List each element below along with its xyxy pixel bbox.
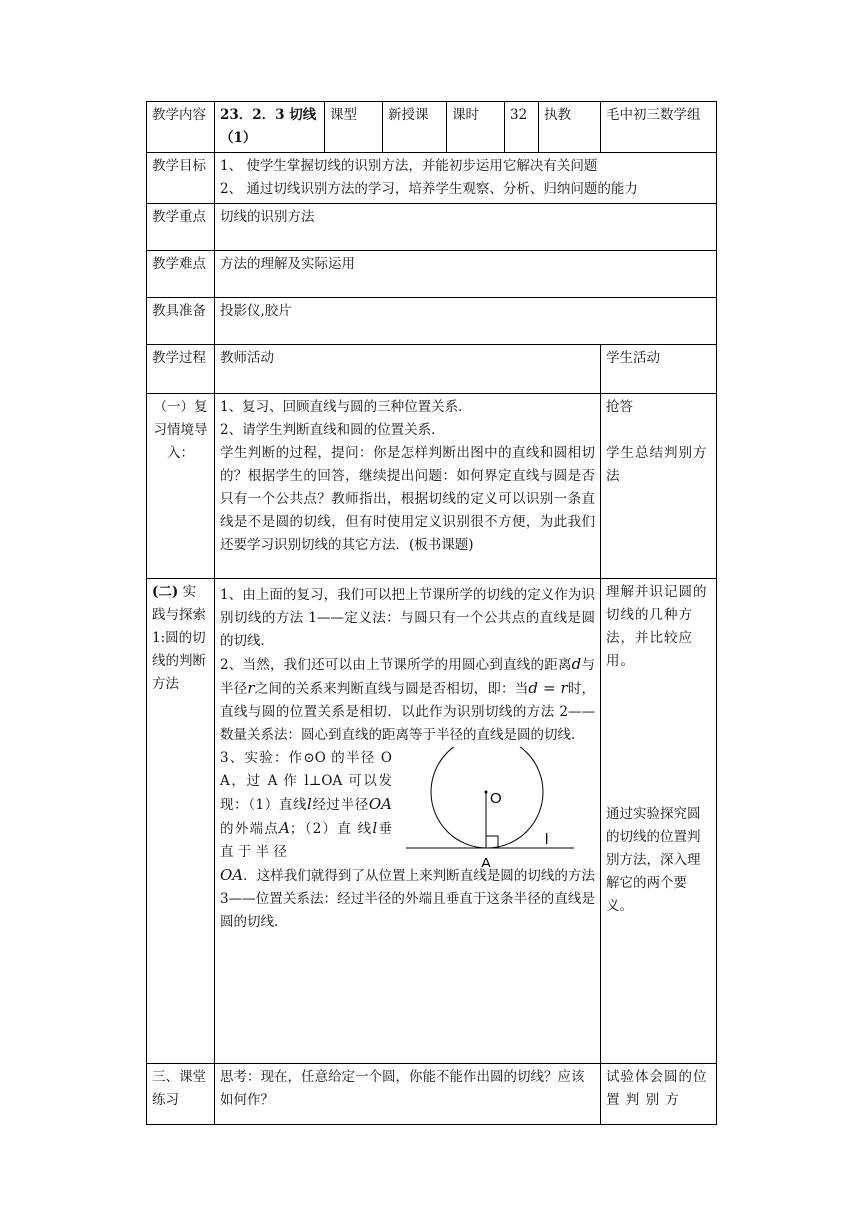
experiment-text — [220, 747, 392, 864]
hours-label: 课时 — [447, 102, 505, 153]
para3-text: 3、实验：作⊙O 的半径 OA，过 A 作 l⊥OA 可以发现：（1）直线 — [220, 750, 392, 813]
section2-label — [147, 579, 215, 1064]
topic-line1: 23．2．3 切线 — [220, 107, 317, 123]
goals-row — [147, 153, 717, 204]
section1-student-2: 学生总结判别方法 — [606, 445, 708, 484]
goals-cell — [215, 153, 717, 204]
var-l: l — [372, 819, 378, 837]
teacher-label: 执教 — [539, 102, 601, 153]
lesson-plan-table — [146, 101, 717, 1125]
section2-para2 — [220, 653, 595, 747]
tools-value: 投影仪,胶片 — [215, 298, 717, 345]
section2-student — [601, 579, 717, 1064]
para2-text: 之间的关系来判断直线与圆是否相切，即：当 — [254, 681, 529, 697]
process-row — [147, 345, 717, 394]
para3-text: 经过半径 — [311, 797, 369, 813]
hours-value: 32 — [505, 102, 539, 153]
section3-content: 思考：现在，任意给定一个圆，你能不能作出圆的切线？应该如何作？ — [215, 1064, 601, 1125]
tools-label: 教具准备 — [147, 298, 215, 345]
var-d: d — [571, 655, 582, 673]
section2-row — [147, 579, 717, 1064]
goal-item: 1、 使学生掌握切线的识别方法，并能初步运用它解决有关问题 — [220, 158, 598, 174]
section1-student — [601, 394, 717, 579]
tools-row — [147, 298, 717, 345]
center-point — [485, 791, 488, 794]
para2-text: 与半径 — [220, 657, 595, 697]
focus-row — [147, 204, 717, 251]
goals-label: 教学目标 — [147, 153, 215, 204]
focus-label: 教学重点 — [147, 204, 215, 251]
section1-line: 2、请学生判断直线和圆的位置关系． — [220, 422, 445, 438]
section3-row — [147, 1064, 717, 1125]
process-label: 教学过程 — [147, 345, 215, 394]
section2-label-bold: (二) — [152, 584, 179, 600]
section2-para3-end — [220, 864, 595, 934]
var-oa: OA — [220, 866, 244, 884]
section1-line: 1、复习、回顾直线与圆的三种位置关系． — [220, 399, 472, 415]
section1-label: （一）复习情境导入： — [147, 394, 215, 579]
section3-label: 三、课堂练习 — [147, 1064, 215, 1125]
para3-text: 的外端点 — [220, 821, 280, 837]
label-a: A — [481, 855, 492, 867]
var-a: A — [279, 819, 290, 837]
topic-cell — [215, 102, 325, 153]
experiment-block — [220, 747, 595, 867]
section2-student-2: 通过实验探究圆的切线的位置判别方法，深入理解它的两个要义。 — [606, 806, 701, 914]
difficulty-value: 方法的理解及实际运用 — [215, 251, 717, 298]
section2-student-1: 理解并识记圆的切线的几种方法，并比较应用。 — [606, 584, 708, 669]
type-label: 课型 — [325, 102, 383, 153]
right-angle-mark — [486, 836, 498, 848]
section1-paragraph: 学生判断的过程，提问：你是怎样判断出图中的直线和圆相切的？根据学生的回答，继续提出问题：如何界定直线与圆是否只有一个公共点？教师指出，根据切线的定义可以识别一条直线是不是圆的切线，但有时使用定义识别很不方便，为此我们还要学习识别切线的其它方法．(板书课题) — [220, 445, 595, 553]
section2-label-rest: 实践与探索1:圆的切线的判断方法 — [152, 584, 206, 692]
section1-row — [147, 394, 717, 579]
label-o: O — [490, 790, 502, 807]
para2-text: 2、当然，我们还可以由上节课所学的用圆心到直线的距离 — [220, 657, 572, 673]
para3-text: ；（2）直 线 — [289, 821, 373, 837]
section1-student-1: 抢答 — [606, 399, 633, 415]
difficulty-label: 教学难点 — [147, 251, 215, 298]
focus-value: 切线的识别方法 — [215, 204, 717, 251]
equation: d = r — [528, 679, 568, 697]
label-l: l — [545, 831, 549, 848]
goal-item: 2、 通过切线识别方法的学习，培养学生观察、分析、归纳问题的能力 — [220, 181, 638, 197]
var-l: l — [307, 795, 312, 813]
para3-text: 垂 直 于 半 径 — [220, 821, 393, 860]
circle-shape — [431, 747, 543, 848]
difficulty-row — [147, 251, 717, 298]
para3-text: ．这样我们就得到了从位置上来判断直线是圆的切线的方法 3——位置关系法：经过半径的外端且垂直于这条半径的直线是圆的切线． — [220, 868, 595, 930]
tangent-diagram — [406, 747, 586, 867]
teacher-value: 毛中初三数学组 — [601, 102, 717, 153]
var-oa: OA — [368, 795, 393, 813]
var-r: r — [247, 679, 255, 697]
content-label: 教学内容 — [147, 102, 215, 153]
type-value: 新授课 — [383, 102, 447, 153]
student-activity-header: 学生活动 — [601, 345, 717, 394]
header-row — [147, 102, 717, 153]
section2-para1: 1、由上面的复习，我们可以把上节课所学的切线的定义作为识别切线的方法 1——定义法：与圆只有一个公共点的直线是圆的切线． — [220, 587, 595, 649]
topic-line2: （1） — [220, 130, 257, 146]
section1-content — [215, 394, 601, 579]
para2-text: 时，直线与圆的位置关系是相切．以此作为识别切线的方法 2——数量关系法：圆心到直线的距离等于半径的直线是圆的切线． — [220, 681, 596, 743]
teacher-activity-header: 教师活动 — [215, 345, 601, 394]
section3-student: 试验体会圆的位 置 判 别 方 — [601, 1064, 717, 1125]
section2-content — [215, 579, 601, 1064]
